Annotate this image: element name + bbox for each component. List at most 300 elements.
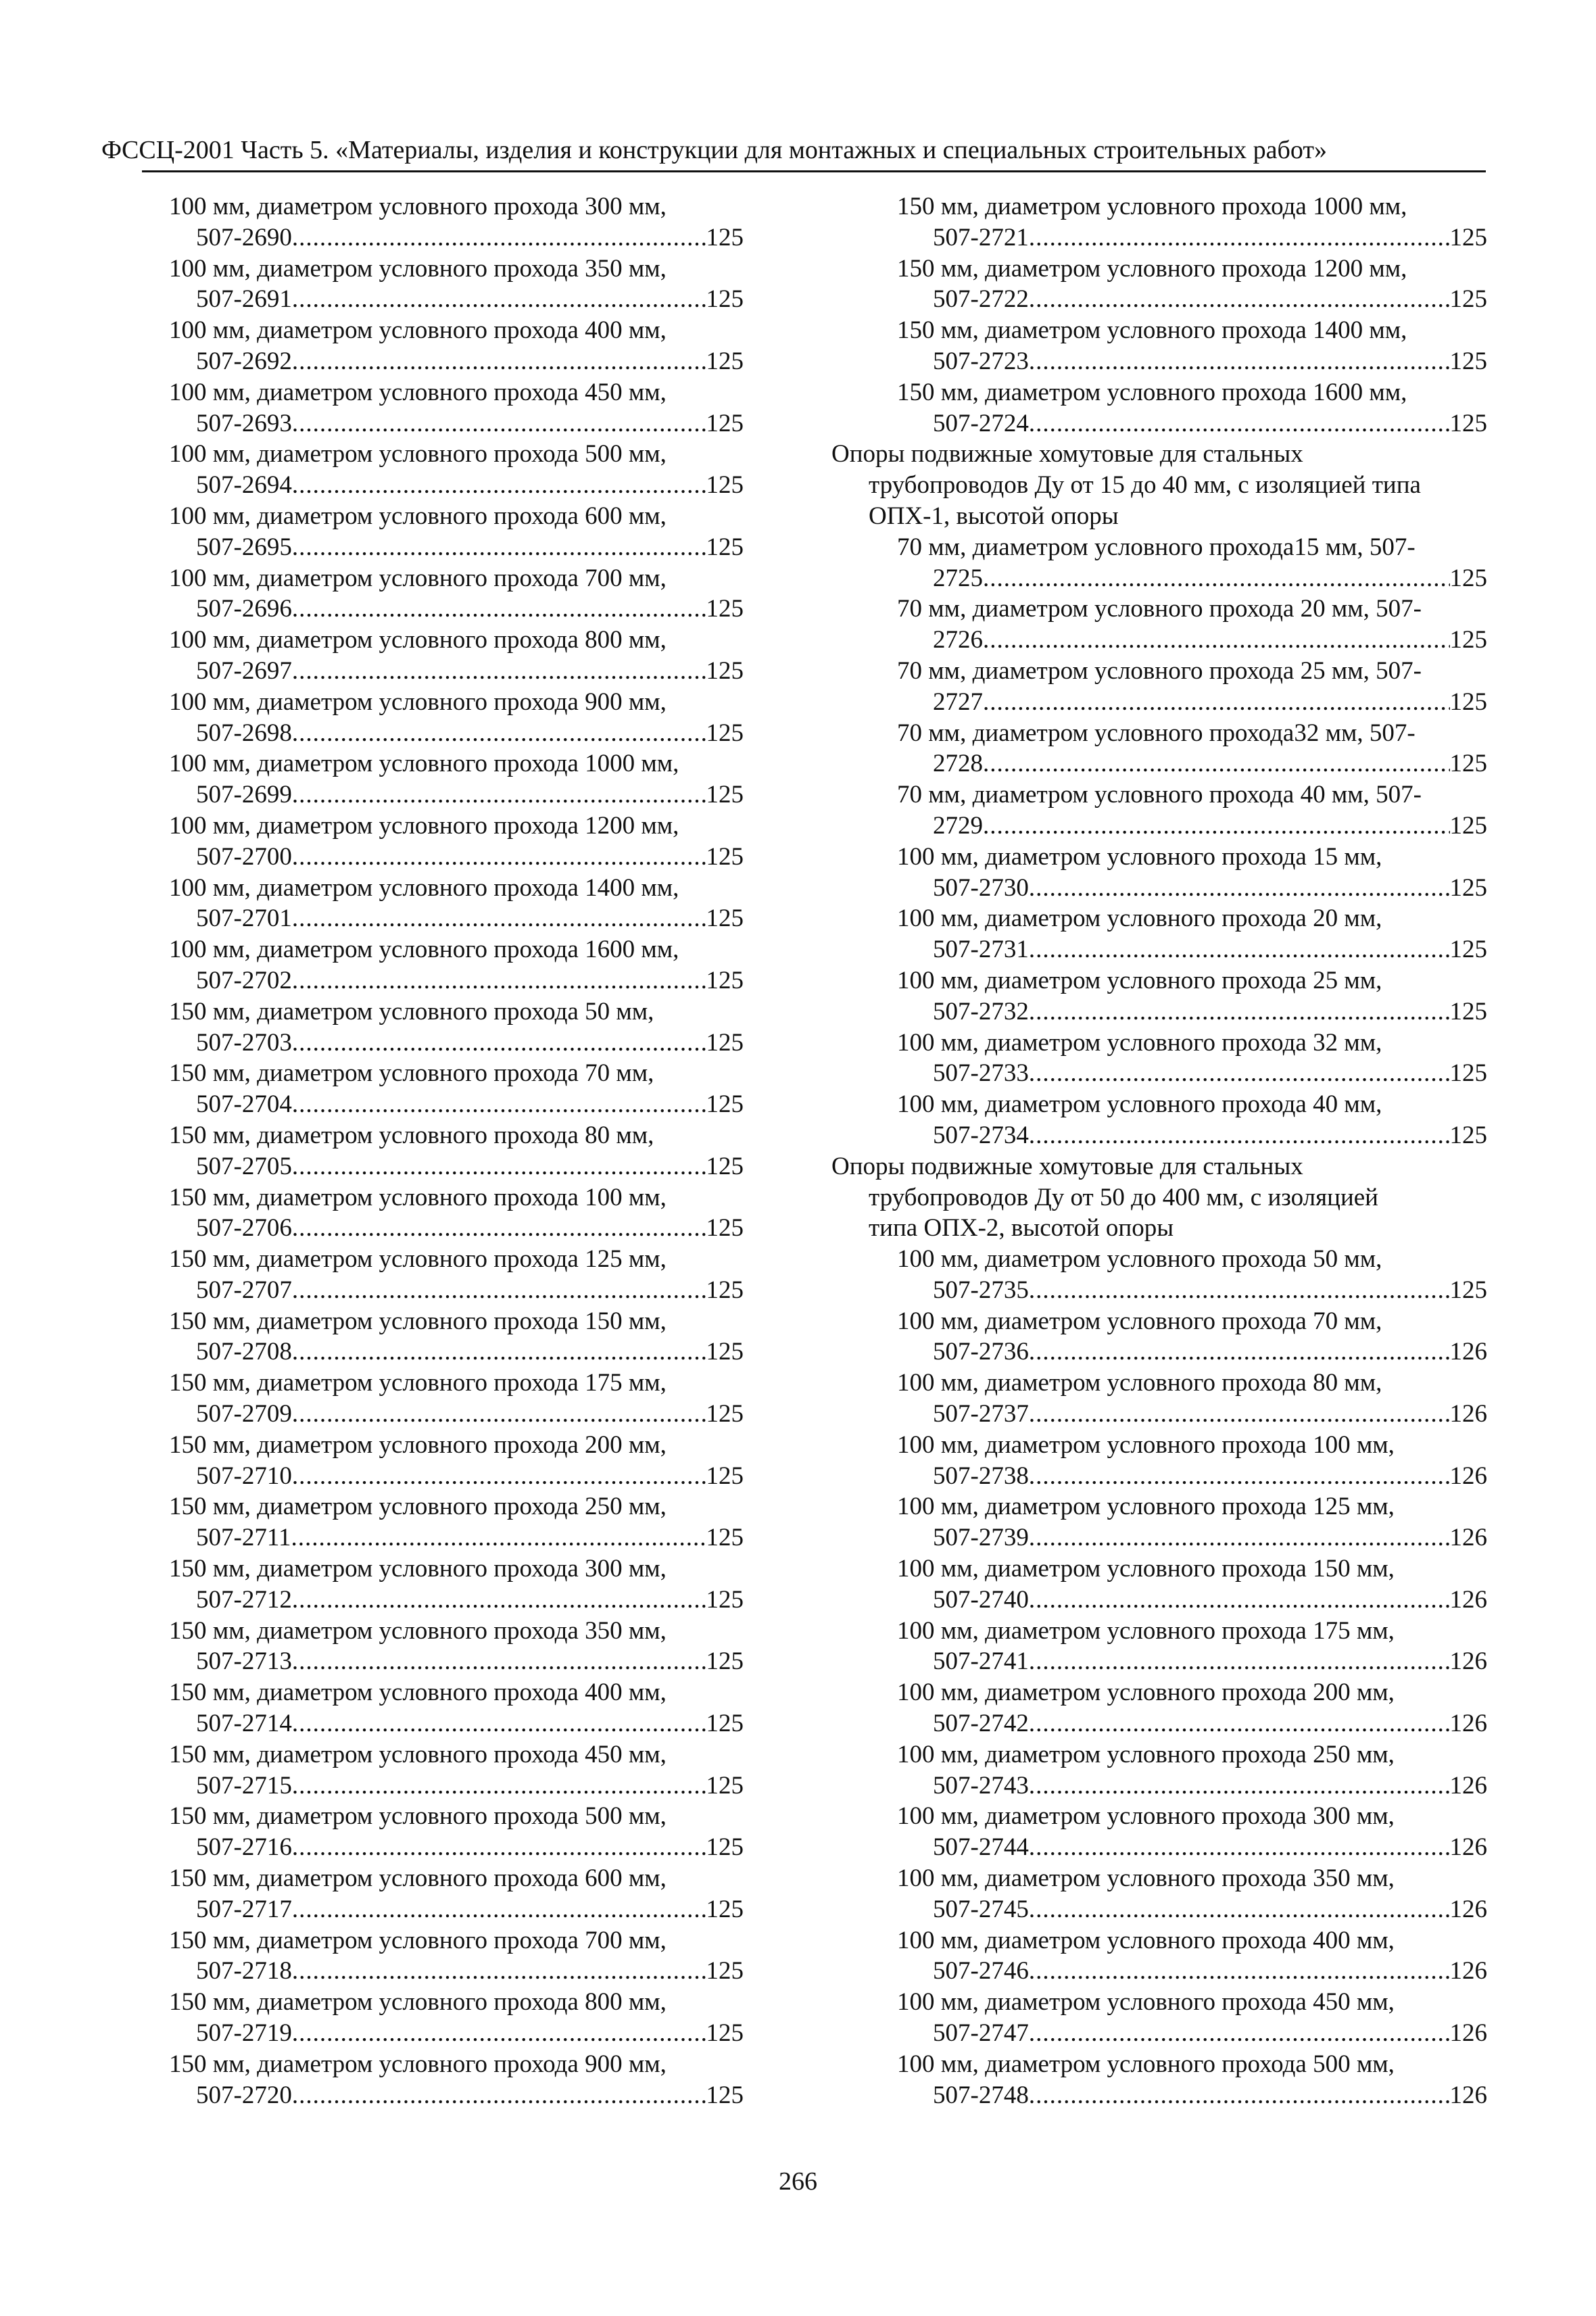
section-opx1	[831, 439, 1487, 1151]
entry-page: 125	[706, 1771, 744, 1800]
entry-code: 507-2699	[196, 781, 292, 809]
entry-code: 507-2721	[933, 223, 1029, 251]
entry-page: 125	[1449, 223, 1487, 251]
header-rule	[142, 170, 1486, 172]
entry-code: 507-2714	[196, 1710, 292, 1738]
section-heading	[831, 1151, 1487, 1244]
entry-page: 125	[1449, 936, 1487, 964]
entry-code: 507-2712	[196, 1585, 292, 1614]
entry-code: 507-2698	[196, 719, 292, 747]
entry-code-line	[169, 1832, 744, 1863]
entry-page: 125	[1449, 687, 1487, 716]
entry-code-line	[831, 1058, 1487, 1089]
index-entry	[831, 1491, 1487, 1553]
entry-description: 100 мм, диаметром условного прохода 350 мм,	[169, 254, 667, 283]
dot-leader	[983, 563, 1450, 594]
index-entry	[169, 501, 744, 563]
entry-code: 507-2706	[196, 1214, 292, 1243]
dot-leader	[1029, 934, 1450, 965]
entry-page: 126	[1449, 2019, 1487, 2048]
entry-code-line	[169, 1708, 744, 1739]
index-entry	[169, 1616, 744, 1678]
entry-code: 507-2731	[933, 936, 1029, 964]
index-entry	[169, 1430, 744, 1492]
entry-page: 125	[1449, 1121, 1487, 1149]
entry-page: 126	[1449, 2081, 1487, 2109]
entry-code-line	[831, 687, 1487, 718]
index-entry	[169, 1677, 744, 1739]
index-entry	[831, 1863, 1487, 1925]
entry-code-line	[831, 811, 1487, 842]
index-entry	[169, 377, 744, 439]
entry-code: 507-2700	[196, 842, 292, 871]
entry-description: 150 мм, диаметром условного прохода 70 мм,	[169, 1059, 654, 1088]
dot-leader	[1029, 1646, 1450, 1677]
index-entry	[831, 1306, 1487, 1368]
index-entry	[831, 594, 1487, 656]
entry-code-line	[831, 222, 1487, 254]
dot-leader	[292, 408, 706, 439]
entry-code-line	[169, 2018, 744, 2049]
entry-code: 507-2743	[933, 1771, 1029, 1800]
dot-leader	[291, 1522, 706, 1553]
entry-page: 125	[1449, 564, 1487, 592]
entry-code: 507-2736	[933, 1338, 1029, 1366]
entry-description: 100 мм, диаметром условного прохода 70 мм,	[897, 1307, 1382, 1335]
entry-description: 100 мм, диаметром условного прохода 150 мм,	[897, 1555, 1395, 1583]
index-entry	[169, 748, 744, 811]
index-entry	[831, 1028, 1487, 1090]
index-entry	[831, 1925, 1487, 1987]
entry-description: 100 мм, диаметром условного прохода 50 мм,	[897, 1245, 1382, 1274]
dot-leader	[292, 2080, 706, 2111]
entry-code-line	[169, 222, 744, 254]
entry-description: 100 мм, диаметром условного прохода 175 мм,	[897, 1616, 1395, 1645]
entry-page: 125	[1449, 347, 1487, 375]
entry-code-line	[831, 1522, 1487, 1553]
entry-description: 100 мм, диаметром условного прохода 250 мм,	[897, 1740, 1395, 1768]
entry-code: 2729	[933, 811, 983, 840]
dot-leader	[1029, 222, 1450, 254]
entry-code: 507-2715	[196, 1771, 292, 1800]
entry-page: 125	[706, 966, 744, 994]
index-entry	[169, 687, 744, 749]
entry-page: 125	[706, 1028, 744, 1057]
entry-code: 507-2717	[196, 1895, 292, 1923]
index-entry	[169, 563, 744, 625]
index-entry	[169, 1244, 744, 1306]
entry-code-line	[169, 842, 744, 873]
entry-code-line	[831, 2018, 1487, 2049]
entry-page: 126	[1449, 1400, 1487, 1428]
entry-code: 2727	[933, 687, 983, 716]
index-entry	[169, 1925, 744, 1987]
entry-page: 125	[706, 223, 744, 251]
entry-description: 150 мм, диаметром условного прохода 400 мм,	[169, 1679, 667, 1707]
entry-description: 70 мм, диаметром условного прохода15 мм, 507-	[897, 533, 1416, 561]
entry-code-line	[831, 1336, 1487, 1368]
dot-leader	[292, 346, 706, 377]
entry-description: 150 мм, диаметром условного прохода 300 мм,	[169, 1555, 667, 1583]
entry-description: 100 мм, диаметром условного прохода 20 мм,	[897, 904, 1382, 933]
index-entry	[169, 625, 744, 687]
index-entry	[169, 1306, 744, 1368]
entry-code: 507-2745	[933, 1895, 1029, 1923]
dot-leader	[1029, 408, 1450, 439]
index-entry	[169, 1368, 744, 1430]
entry-code: 507-2723	[933, 347, 1029, 375]
entry-code-line	[831, 1894, 1487, 1925]
entry-description: 70 мм, диаметром условного прохода 25 мм, 507-	[897, 656, 1422, 685]
entry-code: 507-2716	[196, 1833, 292, 1862]
entry-code-line	[831, 873, 1487, 904]
entry-page: 125	[706, 1338, 744, 1366]
entry-description: 100 мм, диаметром условного прохода 125 мм,	[897, 1493, 1395, 1521]
dot-leader	[292, 1708, 706, 1739]
entry-code-line	[831, 1708, 1487, 1739]
entry-description: 150 мм, диаметром условного прохода 900 мм,	[169, 2050, 667, 2078]
entry-code: 507-2693	[196, 409, 292, 437]
entry-page: 125	[706, 1152, 744, 1180]
entry-code-line	[831, 748, 1487, 779]
entry-page: 125	[706, 1957, 744, 1985]
dot-leader	[1029, 2018, 1450, 2049]
dot-leader	[1029, 1832, 1450, 1863]
dot-leader	[1029, 1461, 1450, 1492]
index-entry	[831, 191, 1487, 254]
dot-leader	[292, 1399, 706, 1430]
dot-leader	[292, 903, 706, 934]
entry-description: 100 мм, диаметром условного прохода 200 мм,	[897, 1679, 1395, 1707]
dot-leader	[1029, 1770, 1450, 1802]
entry-description: 150 мм, диаметром условного прохода 1400 мм,	[897, 316, 1407, 345]
index-entry	[831, 1430, 1487, 1492]
entry-code-line	[169, 779, 744, 811]
entry-page: 125	[1449, 750, 1487, 778]
entry-page: 125	[706, 1462, 744, 1490]
entry-page: 125	[1449, 626, 1487, 654]
entry-page: 125	[706, 1710, 744, 1738]
entry-page: 125	[706, 1647, 744, 1676]
dot-leader	[292, 594, 706, 625]
entry-page: 125	[1449, 873, 1487, 902]
dot-leader	[1029, 2080, 1450, 2111]
dot-leader	[1029, 1956, 1450, 1987]
entry-description: 100 мм, диаметром условного прохода 1200 мм,	[169, 811, 679, 840]
index-entry	[831, 1801, 1487, 1863]
entry-code: 507-2742	[933, 1710, 1029, 1738]
index-entry	[831, 965, 1487, 1028]
running-header: ФССЦ-2001 Часть 5. «Материалы, изделия и конструкции для монтажных и специальных строительных работ»	[101, 136, 1327, 164]
dot-leader	[292, 718, 706, 749]
entry-code-line	[831, 1956, 1487, 1987]
entry-description: 150 мм, диаметром условного прохода 50 мм,	[169, 997, 654, 1026]
entry-page: 125	[706, 1400, 744, 1428]
entry-code: 507-2735	[933, 1276, 1029, 1304]
entry-code-line	[831, 284, 1487, 315]
entry-code: 507-2724	[933, 409, 1029, 437]
entry-code: 507-2691	[196, 285, 292, 314]
entry-description: 100 мм, диаметром условного прохода 450 мм,	[169, 378, 667, 406]
entry-code-line	[169, 2080, 744, 2111]
entry-description: 150 мм, диаметром условного прохода 350 мм,	[169, 1616, 667, 1645]
entry-description: 100 мм, диаметром условного прохода 600 мм,	[169, 502, 667, 530]
entry-code: 507-2705	[196, 1152, 292, 1180]
entry-code-line	[169, 903, 744, 934]
dot-leader	[292, 1832, 706, 1863]
dot-leader	[292, 1336, 706, 1368]
entry-page: 125	[706, 904, 744, 933]
entry-page: 126	[1449, 1585, 1487, 1614]
entry-page: 126	[1449, 1338, 1487, 1366]
entry-page: 125	[706, 1276, 744, 1304]
dot-leader	[292, 1461, 706, 1492]
index-entry	[169, 1553, 744, 1616]
dot-leader	[292, 470, 706, 501]
entry-page: 125	[1449, 811, 1487, 840]
section-heading-line: Опоры подвижные хомутовые для стальных	[831, 1152, 1303, 1180]
entry-code: 507-2713	[196, 1647, 292, 1676]
section-entries	[831, 1244, 1487, 2110]
entry-code: 507-2697	[196, 656, 292, 685]
dot-leader	[1029, 1585, 1450, 1616]
dot-leader	[292, 1956, 706, 1987]
entry-page: 125	[706, 2081, 744, 2109]
index-entry	[831, 1616, 1487, 1678]
entry-code: 507-2709	[196, 1400, 292, 1428]
index-entry	[169, 996, 744, 1059]
dot-leader	[1029, 1894, 1450, 1925]
entry-code: 507-2720	[196, 2081, 292, 2109]
entry-code: 507-2692	[196, 347, 292, 375]
index-entry	[169, 1863, 744, 1925]
index-entry	[169, 1801, 744, 1863]
entry-code: 507-2730	[933, 873, 1029, 902]
index-entry	[831, 1244, 1487, 1306]
entry-code-line	[169, 470, 744, 501]
index-entry	[169, 873, 744, 935]
entry-code: 507-2695	[196, 533, 292, 561]
entry-code-line	[169, 284, 744, 315]
entry-description: 150 мм, диаметром условного прохода 150 мм,	[169, 1307, 667, 1335]
index-entry	[831, 254, 1487, 316]
entry-code: 507-2704	[196, 1090, 292, 1119]
entry-page: 125	[706, 471, 744, 500]
dot-leader	[292, 965, 706, 996]
entry-description: 100 мм, диаметром условного прохода 32 мм,	[897, 1028, 1382, 1057]
entry-page: 126	[1449, 1957, 1487, 1985]
dot-leader	[292, 656, 706, 687]
entry-description: 150 мм, диаметром условного прохода 450 мм,	[169, 1740, 667, 1768]
entry-code-line	[831, 1275, 1487, 1306]
index-entry	[169, 1987, 744, 2049]
entry-code: 507-2746	[933, 1957, 1029, 1985]
index-entry	[169, 1120, 744, 1182]
entry-code-line	[831, 2080, 1487, 2111]
dot-leader	[983, 811, 1450, 842]
dot-leader	[1029, 1275, 1450, 1306]
index-entry	[831, 903, 1487, 965]
index-entry	[169, 1058, 744, 1120]
dot-leader	[983, 748, 1450, 779]
entry-code: 507-2703	[196, 1028, 292, 1057]
entry-page: 125	[706, 409, 744, 437]
dot-leader	[292, 1275, 706, 1306]
entry-page: 125	[706, 1090, 744, 1119]
left-column	[169, 191, 744, 2110]
entry-code-line	[169, 1399, 744, 1430]
entry-code: 507-2718	[196, 1957, 292, 1985]
entry-code: 507-2732	[933, 997, 1029, 1026]
entry-description: 100 мм, диаметром условного прохода 100 мм,	[897, 1430, 1395, 1459]
entry-description: 100 мм, диаметром условного прохода 700 мм,	[169, 564, 667, 592]
section-heading-line: Опоры подвижные хомутовые для стальных	[831, 440, 1303, 468]
entry-page: 126	[1449, 1833, 1487, 1862]
entry-description: 150 мм, диаметром условного прохода 1000 мм,	[897, 193, 1407, 220]
page-number: 266	[779, 2167, 817, 2196]
dot-leader	[292, 842, 706, 873]
dot-leader	[1029, 1708, 1450, 1739]
entry-page: 126	[1449, 1647, 1487, 1676]
index-entry	[831, 656, 1487, 718]
index-entry	[169, 2049, 744, 2111]
entry-code-line	[169, 408, 744, 439]
dot-leader	[292, 1213, 706, 1244]
right-entries-top	[831, 191, 1487, 439]
entry-code: 507-2748	[933, 2081, 1029, 2109]
entry-code-line	[169, 346, 744, 377]
entry-description: 150 мм, диаметром условного прохода 700 мм,	[169, 1926, 667, 1954]
section-opx2	[831, 1151, 1487, 2111]
section-heading-line: трубопроводов Ду от 50 до 400 мм, с изоляцией	[869, 1183, 1378, 1211]
index-entry	[169, 315, 744, 377]
entry-description: 100 мм, диаметром условного прохода 15 мм,	[897, 842, 1382, 871]
entry-description: 100 мм, диаметром условного прохода 450 мм,	[897, 1988, 1395, 2017]
entry-code-line	[169, 1894, 744, 1925]
dot-leader	[1029, 284, 1450, 315]
entry-page: 125	[706, 1585, 744, 1614]
entry-page: 126	[1449, 1710, 1487, 1738]
entry-code-line	[831, 346, 1487, 377]
entry-code-line	[169, 1213, 744, 1244]
index-entry	[831, 1368, 1487, 1430]
index-entry	[169, 439, 744, 501]
entry-code: 507-2747	[933, 2019, 1029, 2048]
entry-description: 100 мм, диаметром условного прохода 1600 мм,	[169, 936, 679, 964]
entry-page: 125	[706, 842, 744, 871]
entry-code-line	[831, 934, 1487, 965]
entry-code: 507-2737	[933, 1400, 1029, 1428]
entry-code-line	[169, 1275, 744, 1306]
entry-page: 125	[706, 1833, 744, 1862]
entry-page: 125	[706, 1524, 744, 1552]
entry-description: 100 мм, диаметром условного прохода 900 мм,	[169, 687, 667, 716]
entry-page: 125	[706, 719, 744, 747]
entry-code: 507-2722	[933, 285, 1029, 314]
entry-code: 507-2719	[196, 2019, 292, 2048]
index-entry	[831, 1739, 1487, 1802]
entry-page: 126	[1449, 1771, 1487, 1800]
entry-description: 150 мм, диаметром условного прохода 200 мм,	[169, 1430, 667, 1459]
entry-code-line	[169, 594, 744, 625]
index-entry	[169, 1182, 744, 1245]
entry-page: 125	[1449, 285, 1487, 314]
entry-description: 100 мм, диаметром условного прохода 1000 мм,	[169, 750, 679, 778]
entry-code-line	[169, 1585, 744, 1616]
index-entry	[169, 811, 744, 873]
index-entry	[169, 1491, 744, 1553]
entry-code-line	[831, 1399, 1487, 1430]
index-entry	[831, 1677, 1487, 1739]
entry-description: 150 мм, диаметром условного прохода 80 мм,	[169, 1121, 654, 1149]
entry-code: 507-2733	[933, 1059, 1029, 1088]
entry-code-line	[169, 1956, 744, 1987]
entry-description: 70 мм, диаметром условного прохода 20 мм, 507-	[897, 595, 1422, 623]
entry-description: 100 мм, диаметром условного прохода 40 мм,	[897, 1090, 1382, 1119]
dot-leader	[292, 1894, 706, 1925]
entry-description: 100 мм, диаметром условного прохода 80 мм,	[897, 1369, 1382, 1397]
dot-leader	[983, 687, 1450, 718]
entry-code-line	[169, 532, 744, 563]
entry-description: 100 мм, диаметром условного прохода 350 мм,	[897, 1864, 1395, 1893]
dot-leader	[1029, 1522, 1450, 1553]
dot-leader	[292, 1089, 706, 1120]
entry-description: 150 мм, диаметром условного прохода 500 мм,	[169, 1802, 667, 1831]
entry-code: 507-2701	[196, 904, 292, 933]
right-column	[831, 191, 1487, 2110]
entry-code: 2725	[933, 564, 983, 592]
entry-description: 100 мм, диаметром условного прохода 300 мм,	[169, 193, 667, 220]
entry-code: 507-2744	[933, 1833, 1029, 1862]
entry-description: 150 мм, диаметром условного прохода 1600 мм,	[897, 378, 1407, 406]
entry-code: 507-2739	[933, 1524, 1029, 1552]
entry-code: 507-2710	[196, 1462, 292, 1490]
entry-description: 100 мм, диаметром условного прохода 300 мм,	[897, 1802, 1395, 1831]
entry-code-line	[831, 1585, 1487, 1616]
entry-code-line	[831, 1770, 1487, 1802]
dot-leader	[1029, 996, 1450, 1028]
entry-description: 100 мм, диаметром условного прохода 800 мм,	[169, 626, 667, 654]
index-entry	[831, 532, 1487, 594]
dot-leader	[292, 1646, 706, 1677]
dot-leader	[1029, 1058, 1450, 1089]
index-entry	[831, 779, 1487, 842]
entry-page: 125	[706, 781, 744, 809]
index-entry	[169, 254, 744, 316]
index-entry	[169, 191, 744, 254]
entry-code: 507-2690	[196, 223, 292, 251]
dot-leader	[292, 2018, 706, 2049]
dot-leader	[1029, 1120, 1450, 1151]
entry-page: 125	[1449, 409, 1487, 437]
entry-description: 150 мм, диаметром условного прохода 175 мм,	[169, 1369, 667, 1397]
entry-code: 507-2740	[933, 1585, 1029, 1614]
entry-description: 100 мм, диаметром условного прохода 400 мм,	[169, 316, 667, 345]
index-entry	[169, 1739, 744, 1802]
entry-page: 125	[706, 285, 744, 314]
entry-description: 100 мм, диаметром условного прохода 1400 мм,	[169, 873, 679, 902]
entry-code: 507-2741	[933, 1647, 1029, 1676]
entry-page: 125	[1449, 1059, 1487, 1088]
entry-code-line	[169, 965, 744, 996]
index-entry	[831, 842, 1487, 904]
index-entry	[831, 2049, 1487, 2111]
entry-code: 2728	[933, 750, 983, 778]
entry-description: 100 мм, диаметром условного прохода 500 мм,	[897, 2050, 1395, 2078]
dot-leader	[1029, 873, 1450, 904]
entry-code-line	[831, 408, 1487, 439]
entry-code-line	[169, 656, 744, 687]
